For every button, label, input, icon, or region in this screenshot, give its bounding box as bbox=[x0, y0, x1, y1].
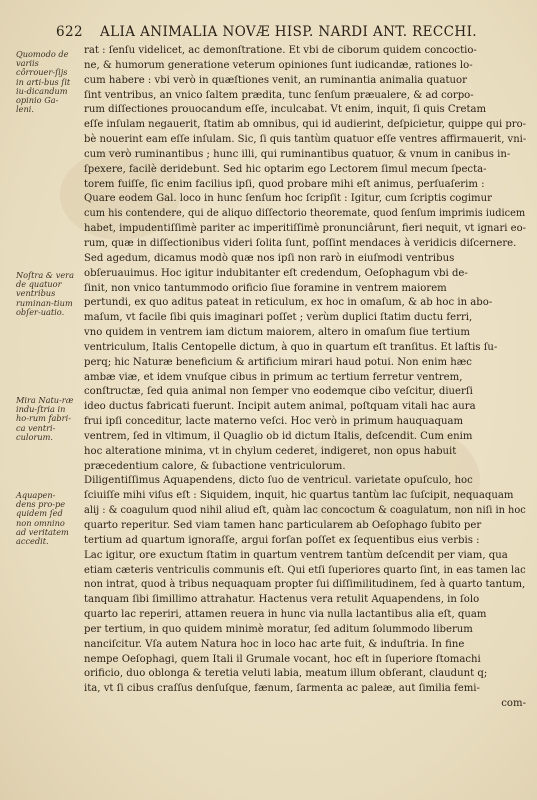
margin-note: Mira Natu-ræ indu-ſtria in ho-rum fabri-ca ventri-culorum. bbox=[16, 395, 74, 442]
margin-note: Aquapen-dens pro-pe quidem ſed non omnino ad veritatem accedit. bbox=[16, 490, 69, 547]
body-text bbox=[84, 44, 526, 712]
text-line: quarto lac reperiri, attamen reuera in hunc via nulla lactantibus alia eſt, quam bbox=[84, 609, 487, 621]
text-line: ſinit, non vnico tantummodo orificio ſiue foramine in ventrem maiorem bbox=[84, 282, 447, 294]
text-line: rat : ſenſu videlicet, ac demonſtratione. Et vbi de ciborum quidem concoctio- bbox=[84, 45, 477, 56]
text-line: ſint ventribus, an vnico ſaltem prædita, tunc ſenſum præualere, & ad corpo- bbox=[84, 89, 474, 101]
text-line: torem fuiſſe, ſic enim facilius ipſi, quod probare mihi eſt animus, perſuaſerim : bbox=[84, 178, 485, 190]
text-line: quarto reperitur. Sed viam tamen hanc particularem ab Oeſophago ſubito per bbox=[84, 520, 482, 531]
text-line: nempe Oeſophagi, quem Itali il Grumale vocant, hoc eſt in ſuperiore ſtomachi bbox=[84, 653, 481, 665]
text-line: hoc alteratione minima, vt in chylum cederet, indigeret, non opus habuit bbox=[84, 445, 457, 457]
running-title: ALIA ANIMALIA NOVÆ HISP. NARDI ANT. RECCHI. bbox=[100, 24, 477, 40]
text-line: pertundi, ex quo aditus pateat in reticulum, ex hoc in omaſum, & ab hoc in abo- bbox=[84, 297, 493, 309]
text-line: vno quidem in ventrem iam dictum maiorem, altero in omaſum ſiue tertium bbox=[84, 327, 470, 339]
text-line: tanquam ſibi ſimillimo attrahatur. Hactenus vera retulit Aquapendens, in ſolo bbox=[84, 594, 480, 606]
text-line: ne, & humorum generatione veterum opiniones ſunt iudicandæ, rationes lo- bbox=[84, 59, 473, 71]
text-line: ideo ductus fabricati fuerunt. Incipit autem animal, poſtquam vitali hac aura bbox=[84, 401, 476, 413]
text-line: ita, vt ſi cibus craſſus denſuſque, fænum, ſarmenta ac paleæ, aut ſimilia femi- bbox=[84, 683, 480, 695]
text-line: conſtructæ, ſed quia animal non ſemper vno eodemque cibo veſcitur, diuerſi bbox=[84, 386, 473, 398]
text-line: Quare eodem Gal. loco in hunc ſenſum hoc ſcripſit : Igitur, cum ſcriptis cogimur bbox=[84, 193, 492, 205]
text-line: etiam cæteris ventriculis communis eſt. Qui etſi ſuperiores quarto ſint, in eas tamen lac bbox=[84, 564, 526, 576]
text-line: perq; hic Naturæ beneficium & artificium mirari haud potui. Non enim hæc bbox=[84, 356, 472, 368]
text-line: alij : & coagulum quod nihil aliud eſt, quàm lac concoctum & coagulatum, non niſi in hoc bbox=[84, 505, 526, 517]
text-line: non intrat, quod à tribus nequaquam propter ſui diſſimilitudinem, ſed à quarto tantum, bbox=[84, 579, 526, 591]
text-line: ventriculum, Italis Centopelle dictum, à quo in quartum eſt tranſitus. Et laſtis ſu- bbox=[84, 341, 498, 353]
text-line: obſeruauimus. Hoc igitur indubitanter eſt credendum, Oeſophagum vbi de- bbox=[84, 267, 468, 279]
text-line: habet, impudentiſſimè pariter ac imperitiſſimè pronunciârunt, fieri nequit, vt ignari eo- bbox=[84, 223, 526, 235]
text-line: cum his contendere, qui de aliquo diſſectorio theoremate, quod ſenſum imprimis iudicem bbox=[84, 208, 526, 220]
text-line: Lac igitur, ore exuctum ſtatim in quartum ventrem tantùm deſcendit per viam, qua bbox=[84, 549, 508, 561]
text-line: bè nouerint eam eſſe inſulam. Sic, ſi quis tantùm quatuor eſſe ventres affirmauerit, vni- bbox=[84, 134, 526, 146]
text-line: rum, quæ in diſſectionibus videri ſolita ſunt, poſſint mendaces à veridicis diſcernere. bbox=[84, 237, 517, 249]
margin-note: Quomodo de variis côrrouer-ſijs in arti-bus ſit iu-dicandum opinio Ga-leni. bbox=[16, 49, 71, 115]
text-line: ſpexere, facilè deridebunt. Sed hic optarim ego Lectorem ſimul mecum ſpecta- bbox=[84, 163, 487, 175]
text-line: cum habere : vbi verò in quæſtiones venit, an ruminantia animalia quatuor bbox=[84, 74, 467, 86]
running-header bbox=[56, 24, 521, 40]
text-line: præcedentium calore, & ſubactione ventriculorum. bbox=[84, 460, 346, 472]
text-line: maſum, vt facile ſibi quis imaginari poſſet ; verùm duplici ſtatim ductu ferri, bbox=[84, 312, 473, 324]
text-line: ventrem, ſed in vltimum, il Quaglio ob id dictum Italis, deſcendit. Cum enim bbox=[84, 430, 473, 442]
text-line: frui ipſi conceditur, lacte materno veſci. Hoc verò in primum hauquaquam bbox=[84, 416, 464, 428]
text-line: com- bbox=[501, 698, 526, 710]
text-line: tertium ad quartum ignoraſſe, argui forſan poſſet ex ſequentibus eius verbis : bbox=[84, 534, 480, 546]
text-line: Sed agedum, dicamus modò quæ nos ipſi non rarò in eiuſmodi ventribus bbox=[84, 252, 455, 264]
text-line: Diligentiſſimus Aquapendens, dicto ſuo de ventricul. varietate opuſculo, hoc bbox=[84, 475, 473, 487]
margin-note: Noſtra & vera de quatuor ventribus ruminan-tium obſer-uatio. bbox=[16, 270, 74, 317]
text-line: per tertium, in quo quidem minimè moratur, ſed aditum ſolummodo liberum bbox=[84, 623, 473, 635]
text-line: rum diſſectiones prouocandum eſſe, inculcabat. Vt enim, inquit, ſi quis Cretam bbox=[84, 104, 487, 116]
text-line: eſſe inſulam negauerit, ſtatim ab omnibus, qui id audierint, deſpicietur, quippe qui pro- bbox=[84, 119, 526, 131]
page-number: 622 bbox=[56, 24, 83, 40]
text-line: cum verò ruminantibus ; hunc illi, qui ruminantibus quatuor, & vnum in canibus in- bbox=[84, 148, 511, 160]
text-line: orificio, duo oblonga & teretia veluti labia, meatum illum obſerant, claudunt q; bbox=[84, 668, 488, 680]
text-line: ſciuiſſe mihi viſus eſt : Siquidem, inquit, hic quartus tantùm lac ſuſcipit, nequaquam bbox=[84, 490, 514, 502]
text-line: ambæ viæ, et idem vnuſque cibus in primum ac tertium ferretur ventrem, bbox=[84, 371, 463, 383]
text-line: nanciſcitur. Vſa autem Natura hoc in loco hac arte fuit, & induſtria. In fine bbox=[84, 638, 465, 650]
